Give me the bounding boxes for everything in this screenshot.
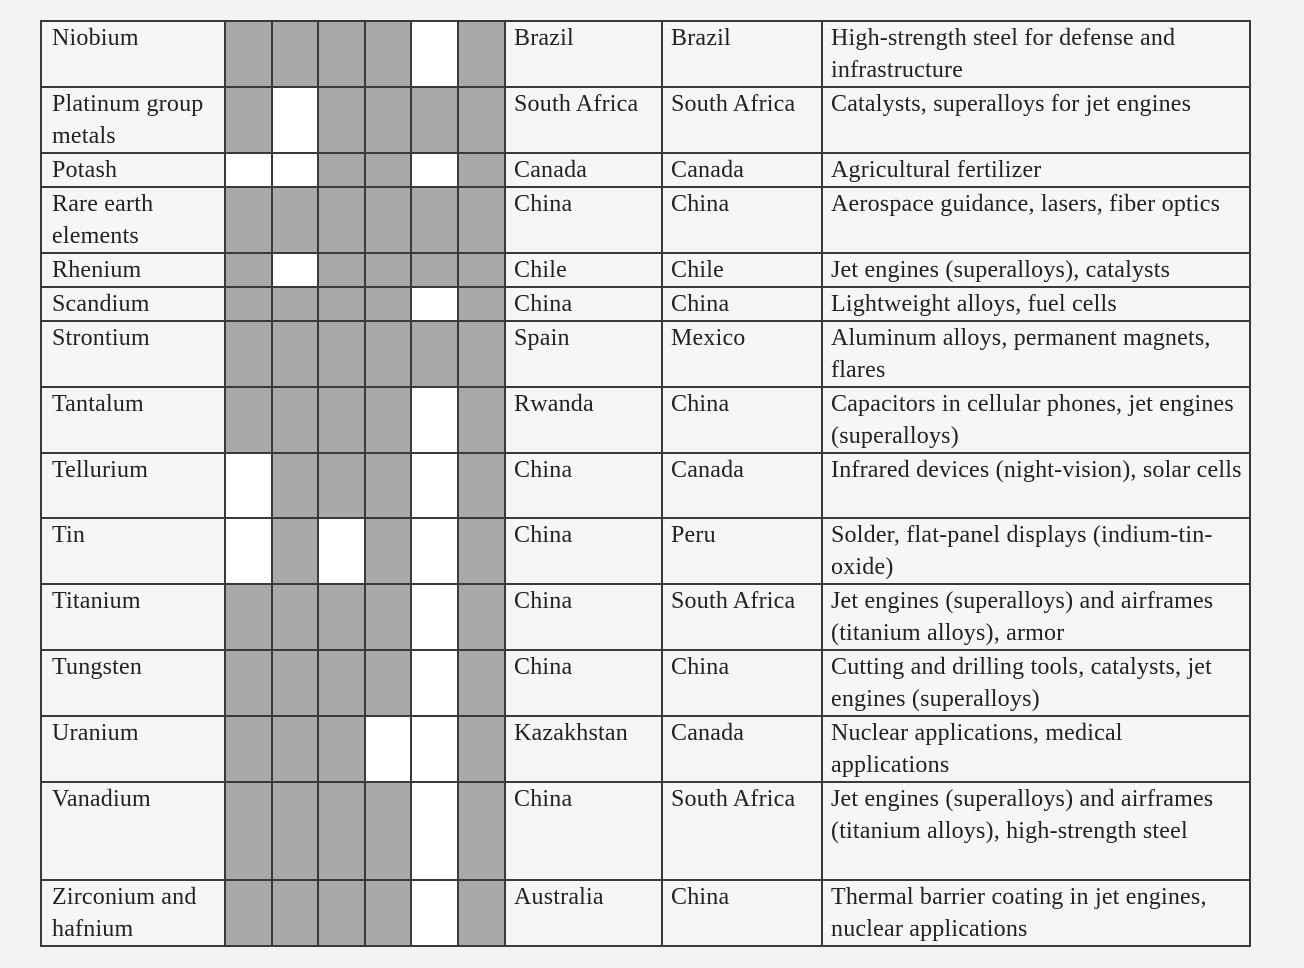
mineral-name-cell: Titanium: [41, 584, 225, 650]
table-row: [41, 880, 1250, 946]
flag-cell-1: [225, 880, 272, 946]
flag-cell-5: [411, 782, 458, 880]
mineral-name-cell: Niobium: [41, 21, 225, 87]
flag-cell-1: [225, 187, 272, 253]
flag-cell-4: [365, 153, 411, 187]
second-source-country-cell: Canada: [662, 153, 822, 187]
flag-cell-1: [225, 153, 272, 187]
second-source-country-cell: Peru: [662, 518, 822, 584]
uses-cell: Jet engines (superalloys) and airframes (titanium alloys), high-strength steel: [822, 782, 1250, 880]
mineral-name-cell: Rhenium: [41, 253, 225, 287]
flag-cell-4: [365, 187, 411, 253]
flag-cell-3: [318, 321, 365, 387]
flag-cell-6: [458, 584, 505, 650]
flag-cell-6: [458, 87, 505, 153]
flag-cell-5: [411, 287, 458, 321]
flag-cell-5: [411, 21, 458, 87]
flag-cell-4: [365, 387, 411, 453]
flag-cell-4: [365, 880, 411, 946]
flag-cell-4: [365, 716, 411, 782]
source-country-cell: Kazakhstan: [505, 716, 662, 782]
source-country-cell: Spain: [505, 321, 662, 387]
flag-cell-6: [458, 21, 505, 87]
uses-cell: Jet engines (superalloys) and airframes (titanium alloys), armor: [822, 584, 1250, 650]
flag-cell-3: [318, 387, 365, 453]
flag-cell-3: [318, 584, 365, 650]
flag-cell-6: [458, 518, 505, 584]
flag-cell-5: [411, 87, 458, 153]
second-source-country-cell: Canada: [662, 716, 822, 782]
second-source-country-cell: South Africa: [662, 87, 822, 153]
flag-cell-5: [411, 518, 458, 584]
source-country-cell: Brazil: [505, 21, 662, 87]
mineral-name-cell: Tungsten: [41, 650, 225, 716]
flag-cell-1: [225, 87, 272, 153]
uses-cell: Aerospace guidance, lasers, fiber optics: [822, 187, 1250, 253]
uses-cell: Jet engines (superalloys), catalysts: [822, 253, 1250, 287]
mineral-name-cell: Tin: [41, 518, 225, 584]
uses-cell: Solder, flat-panel displays (indium-tin-oxide): [822, 518, 1250, 584]
flag-cell-4: [365, 650, 411, 716]
flag-cell-1: [225, 253, 272, 287]
second-source-country-cell: Canada: [662, 453, 822, 518]
mineral-name-cell: Zirconium and hafnium: [41, 880, 225, 946]
flag-cell-5: [411, 253, 458, 287]
flag-cell-2: [272, 253, 318, 287]
source-country-cell: China: [505, 650, 662, 716]
second-source-country-cell: China: [662, 287, 822, 321]
uses-cell: Infrared devices (night-vision), solar cells: [822, 453, 1250, 518]
flag-cell-2: [272, 716, 318, 782]
flag-cell-3: [318, 187, 365, 253]
table-row: [41, 21, 1250, 87]
flag-cell-5: [411, 453, 458, 518]
flag-cell-5: [411, 187, 458, 253]
source-country-cell: China: [505, 453, 662, 518]
uses-cell: Thermal barrier coating in jet engines, nuclear applications: [822, 880, 1250, 946]
flag-cell-5: [411, 584, 458, 650]
flag-cell-1: [225, 287, 272, 321]
second-source-country-cell: Chile: [662, 253, 822, 287]
flag-cell-1: [225, 716, 272, 782]
flag-cell-6: [458, 782, 505, 880]
flag-cell-4: [365, 782, 411, 880]
flag-cell-6: [458, 387, 505, 453]
second-source-country-cell: Brazil: [662, 21, 822, 87]
flag-cell-6: [458, 880, 505, 946]
flag-cell-3: [318, 253, 365, 287]
table-row: [41, 716, 1250, 782]
flag-cell-4: [365, 584, 411, 650]
uses-cell: Cutting and drilling tools, catalysts, jet engines (superalloys): [822, 650, 1250, 716]
flag-cell-2: [272, 453, 318, 518]
flag-cell-3: [318, 453, 365, 518]
flag-cell-1: [225, 782, 272, 880]
flag-cell-5: [411, 153, 458, 187]
flag-cell-5: [411, 880, 458, 946]
flag-cell-4: [365, 253, 411, 287]
source-country-cell: Australia: [505, 880, 662, 946]
flag-cell-3: [318, 153, 365, 187]
source-country-cell: China: [505, 782, 662, 880]
source-country-cell: China: [505, 584, 662, 650]
table-row: [41, 287, 1250, 321]
table-row: [41, 253, 1250, 287]
table-row: [41, 782, 1250, 880]
flag-cell-5: [411, 650, 458, 716]
flag-cell-1: [225, 453, 272, 518]
source-country-cell: China: [505, 287, 662, 321]
uses-cell: Agricultural fertilizer: [822, 153, 1250, 187]
flag-cell-6: [458, 453, 505, 518]
flag-cell-3: [318, 716, 365, 782]
mineral-name-cell: Platinum group metals: [41, 87, 225, 153]
table-row: [41, 321, 1250, 387]
flag-cell-6: [458, 716, 505, 782]
mineral-name-cell: Tellurium: [41, 453, 225, 518]
flag-cell-3: [318, 518, 365, 584]
flag-cell-2: [272, 87, 318, 153]
uses-cell: Catalysts, superalloys for jet engines: [822, 87, 1250, 153]
table-row: [41, 650, 1250, 716]
table-row: [41, 584, 1250, 650]
flag-cell-3: [318, 87, 365, 153]
flag-cell-2: [272, 153, 318, 187]
source-country-cell: China: [505, 187, 662, 253]
flag-cell-2: [272, 187, 318, 253]
table-body: [41, 21, 1250, 946]
source-country-cell: South Africa: [505, 87, 662, 153]
flag-cell-2: [272, 782, 318, 880]
flag-cell-6: [458, 650, 505, 716]
table-row: [41, 187, 1250, 253]
table-row: [41, 153, 1250, 187]
flag-cell-3: [318, 287, 365, 321]
mineral-name-cell: Potash: [41, 153, 225, 187]
second-source-country-cell: Mexico: [662, 321, 822, 387]
flag-cell-1: [225, 21, 272, 87]
uses-cell: Capacitors in cellular phones, jet engines (superalloys): [822, 387, 1250, 453]
uses-cell: High-strength steel for defense and infrastructure: [822, 21, 1250, 87]
flag-cell-6: [458, 321, 505, 387]
flag-cell-3: [318, 650, 365, 716]
flag-cell-4: [365, 518, 411, 584]
flag-cell-1: [225, 584, 272, 650]
flag-cell-6: [458, 153, 505, 187]
mineral-name-cell: Scandium: [41, 287, 225, 321]
source-country-cell: Canada: [505, 153, 662, 187]
flag-cell-2: [272, 21, 318, 87]
uses-cell: Aluminum alloys, permanent magnets, flares: [822, 321, 1250, 387]
flag-cell-2: [272, 518, 318, 584]
flag-cell-1: [225, 387, 272, 453]
critical-minerals-table: [40, 20, 1251, 947]
second-source-country-cell: China: [662, 650, 822, 716]
flag-cell-2: [272, 387, 318, 453]
flag-cell-6: [458, 253, 505, 287]
flag-cell-2: [272, 880, 318, 946]
flag-cell-3: [318, 880, 365, 946]
mineral-name-cell: Strontium: [41, 321, 225, 387]
flag-cell-5: [411, 716, 458, 782]
flag-cell-2: [272, 584, 318, 650]
second-source-country-cell: China: [662, 187, 822, 253]
uses-cell: Nuclear applications, medical applications: [822, 716, 1250, 782]
flag-cell-6: [458, 187, 505, 253]
flag-cell-5: [411, 387, 458, 453]
source-country-cell: China: [505, 518, 662, 584]
flag-cell-2: [272, 650, 318, 716]
table-row: [41, 387, 1250, 453]
flag-cell-2: [272, 287, 318, 321]
second-source-country-cell: China: [662, 387, 822, 453]
flag-cell-2: [272, 321, 318, 387]
mineral-name-cell: Uranium: [41, 716, 225, 782]
mineral-name-cell: Rare earth elements: [41, 187, 225, 253]
flag-cell-4: [365, 21, 411, 87]
source-country-cell: Chile: [505, 253, 662, 287]
flag-cell-3: [318, 782, 365, 880]
flag-cell-1: [225, 650, 272, 716]
flag-cell-6: [458, 287, 505, 321]
mineral-name-cell: Tantalum: [41, 387, 225, 453]
flag-cell-4: [365, 287, 411, 321]
second-source-country-cell: South Africa: [662, 782, 822, 880]
table-row: [41, 87, 1250, 153]
uses-cell: Lightweight alloys, fuel cells: [822, 287, 1250, 321]
flag-cell-4: [365, 87, 411, 153]
table-row: [41, 518, 1250, 584]
flag-cell-5: [411, 321, 458, 387]
flag-cell-1: [225, 518, 272, 584]
second-source-country-cell: South Africa: [662, 584, 822, 650]
second-source-country-cell: China: [662, 880, 822, 946]
flag-cell-4: [365, 321, 411, 387]
flag-cell-1: [225, 321, 272, 387]
mineral-name-cell: Vanadium: [41, 782, 225, 880]
flag-cell-4: [365, 453, 411, 518]
source-country-cell: Rwanda: [505, 387, 662, 453]
flag-cell-3: [318, 21, 365, 87]
table-row: [41, 453, 1250, 518]
